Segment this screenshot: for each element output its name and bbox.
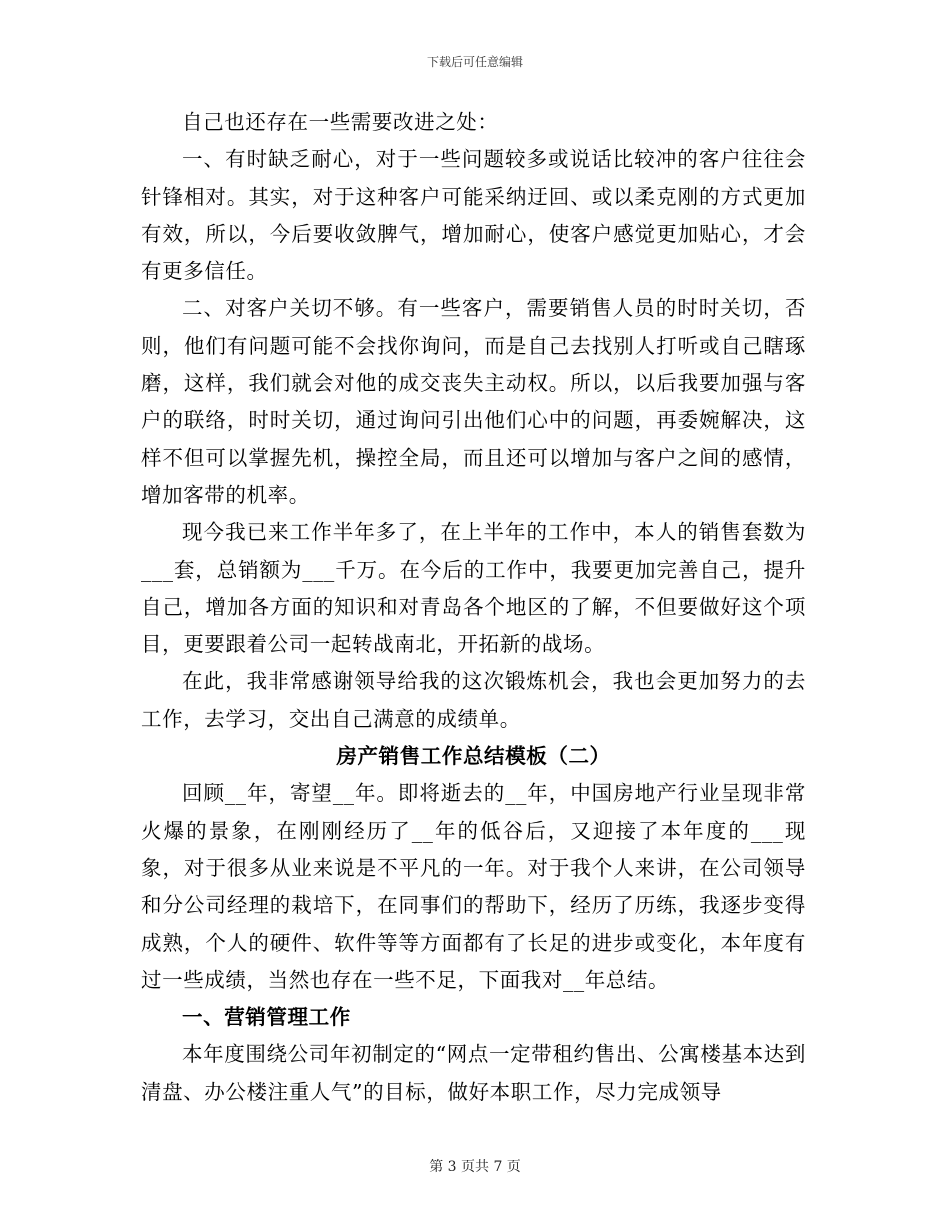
paragraph: 回顾__年，寄望__年。即将逝去的__年，中国房地产行业呈现非常火爆的景象，在刚刚经历了__年的低谷后，又迎接了本年度的___现象，对于很多从业来说是不平凡的一年。对于我个人来讲，在公司领导和分公司经理的栽培下，在同事们的帮助下，经历了历练，我逐步变得成熟，个人的硬件、软件等等方面都有了长足的进步或变化，本年度有过一些成绩，当然也存在一些不足，下面我对__年总结。 xyxy=(141,781,806,992)
page-footer: 第 3 页共 7 页 xyxy=(429,1159,521,1175)
paragraph: 二、对客户关切不够。有一些客户，需要销售人员的时时关切，否则，他们有问题可能不会找你询问，而是自己去找别人打听或自己瞎琢磨，这样，我们就会对他的成交丧失主动权。所以，以后我要加强与客户的联络，时时关切，通过询问引出他们心中的问题，再委婉解决，这样不但可以掌握先机，操控全局，而且还可以增加与客户之间的感情，增加客带的机率。 xyxy=(141,296,806,507)
document-body xyxy=(141,104,806,1111)
paragraph: 在此，我非常感谢领导给我的这次锻炼机会，我也会更加努力的去工作，去学习，交出自己满意的成绩单。 xyxy=(141,669,806,731)
page-header: 下载后可任意编辑 xyxy=(426,55,523,69)
section-heading: 一、营销管理工作 xyxy=(182,1005,351,1030)
paragraph: 现今我已来工作半年多了，在上半年的工作中，本人的销售套数为___套，总销额为___千万。在今后的工作中，我要更加完善自己，提升自己，增加各方面的知识和对青岛各个地区的了解，不但要做好这个项目，更要跟着公司一起转战南北，开拓新的战场。 xyxy=(141,520,806,657)
paragraph: 自己也还存在一些需要改进之处： xyxy=(182,110,499,134)
section-title: 房产销售工作总结模板（二） xyxy=(336,744,611,769)
paragraph: 本年度围绕公司年初制定的“网点一定带租约售出、公寓楼基本达到清盘、办公楼注重人气”的目标，做好本职工作，尽力完成领导 xyxy=(141,1042,806,1104)
paragraph: 一、有时缺乏耐心，对于一些问题较多或说话比较冲的客户往往会针锋相对。其实，对于这种客户可能采纳迂回、或以柔克刚的方式更加有效，所以，今后要收敛脾气，增加耐心，使客户感觉更加贴心，才会有更多信任。 xyxy=(141,147,806,284)
